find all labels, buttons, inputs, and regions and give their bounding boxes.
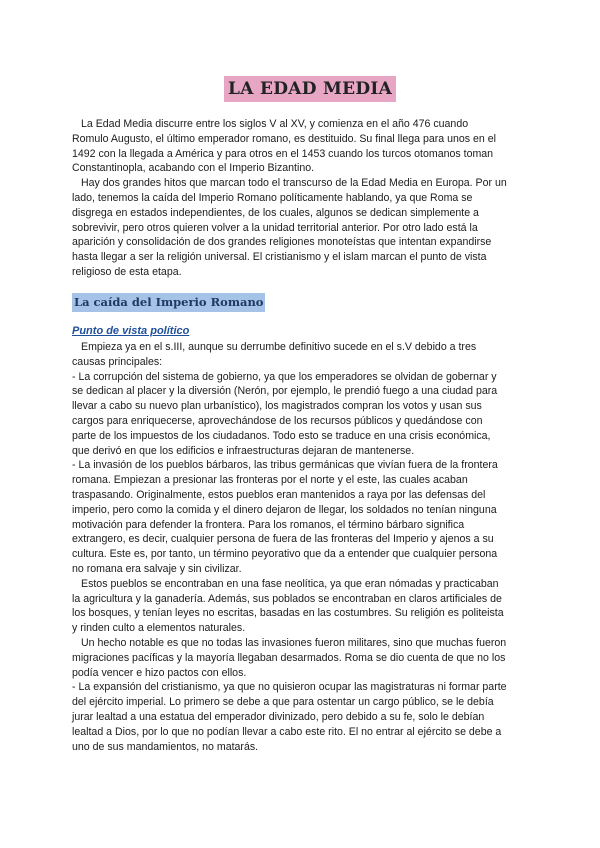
text-line: la agricultura y la ganadería. Además, sus poblados se encontraban en claros artificiales de [72,592,502,605]
text-line: La Edad Media discurre entre los siglos V al XV, y comienza en el año 476 cuando [81,118,469,130]
text-line: romana. Empiezan a presionar las fronteras por el norte y el este, las cuales acaban [72,474,468,487]
text-line: extrangero, es decir, cualquier persona de fuera de las fronteras del Imperio y ajenos a su [72,533,494,546]
text-line: lealtad a Dios, por lo que no podían llevar a cabo este rito. El no entrar al ejército se debe a [72,725,502,738]
text-line: podía vencer e hizo pactos con ellos. [72,666,247,679]
text-line: Hay dos grandes hitos que marcan todo el transcurso de la Edad Media en Europa. Por un [81,177,507,190]
page-title: LA EDAD MEDIA [224,76,396,102]
text-line: religioso de esta etapa. [72,265,182,278]
text-line: que derivó en que los edificios e infraestructuras dejaran de mantenerse. [72,444,415,457]
text-line: y rinden culto a elementos naturales. [72,622,246,635]
body-paragraphs [72,340,542,754]
text-line: los bosques, y tenían leyes no escritas, basadas en las costumbres. Su religión es politeista [72,607,504,620]
text-line: - La expansión del cristianismo, ya que no quisieron ocupar las magistraturas ni formar parte [72,681,507,694]
intro-paragraphs [72,117,542,280]
text-line: imperio, pero como la comida y el dinero dejaron de llegar, los soldados no tenían ninguna [72,503,497,516]
text-line: - La corrupción del sistema de gobierno, ya que los emperadores se olvidan de gobernar y [72,370,497,383]
text-line: del ejército imperial. Lo primero se debe a que para ostentar un cargo público, se le debía [72,696,494,709]
subsection-heading: Punto de vista político [72,325,190,337]
text-line: migraciones pacíficas y la mayoría llegaban desarmados. Roma se dio cuenta de que no los [72,651,506,664]
text-line: lado, tenemos la caída del Imperio Romano políticamente hablando, ya que Roma se [72,191,473,204]
section-heading: La caída del Imperio Romano [72,293,265,312]
text-line: sobrevivir, pero otros quieren volver a la unidad territorial anterior. Por otro lado está la [72,221,478,234]
text-line: - La invasión de los pueblos bárbaros, las tribus germánicas que vivían fuera de la frontera [72,459,498,472]
text-line: aparición y consolidación de dos grandes religiones monoteístas que intentan expandirse [72,236,492,249]
text-line: causas principales: [72,355,163,368]
text-line: uno de sus mandamientos, no matarás. [72,740,259,753]
text-line: hasta llegar a ser la religión universal. El cristianismo y el islam marcan el punto de vista [72,251,487,264]
text-line: Constantinopla, acabando con el Imperio Bizantino. [72,162,315,175]
text-line: Estos pueblos se encontraban en una fase neolítica, ya que eran nómadas y practicaban [81,577,499,590]
text-line: se dedican al placer y la diversión (Nerón, por ejemplo, le prendió fuego a una ciudad para [72,385,498,398]
text-line: cargos para enriquecerse, aprovechándose de los recursos públicos y quedándose con [72,414,483,427]
text-line: Romulo Augusto, el último emperador romano, es destituido. Su final llega para unos en el [72,132,496,145]
text-line: llevar a cabo su nuevo plan urbanístico), los magistrados compran los votos y usan sus [72,400,482,413]
text-line: Empieza ya en el s.III, aunque su derrumbe definitivo sucede en el s.V debido a tres [81,341,477,353]
text-line: traspasando. Originalmente, estos pueblos eran mantenidos a raya por las defensas del [72,488,486,501]
text-line: Un hecho notable es que no todas las invasiones fueron militares, sino que muchas fueron [81,636,507,649]
text-line: jurar lealtad a una estatua del emperador divinizado, pero debido a su fe, solo le debían [72,710,485,723]
text-line: no romana era salvaje y sin civilizar. [72,562,242,575]
text-line: 1492 con la llegada a América y para otros en el 1453 cuando los turcos otomanos toman [72,147,494,160]
text-line: motivación para defender la frontera. Para los romanos, el término bárbaro significa [72,518,465,531]
text-line: cultura. Este es, por tanto, un término peyorativo que da a entender que cualquier persona [72,548,498,561]
text-line: parte de los impuestos de los ciudadanos. Todo esto se traduce en una crisis económica, [72,429,491,442]
text-line: disgrega en estados independientes, de los cuales, algunos se dedican simplemente a [72,206,479,219]
